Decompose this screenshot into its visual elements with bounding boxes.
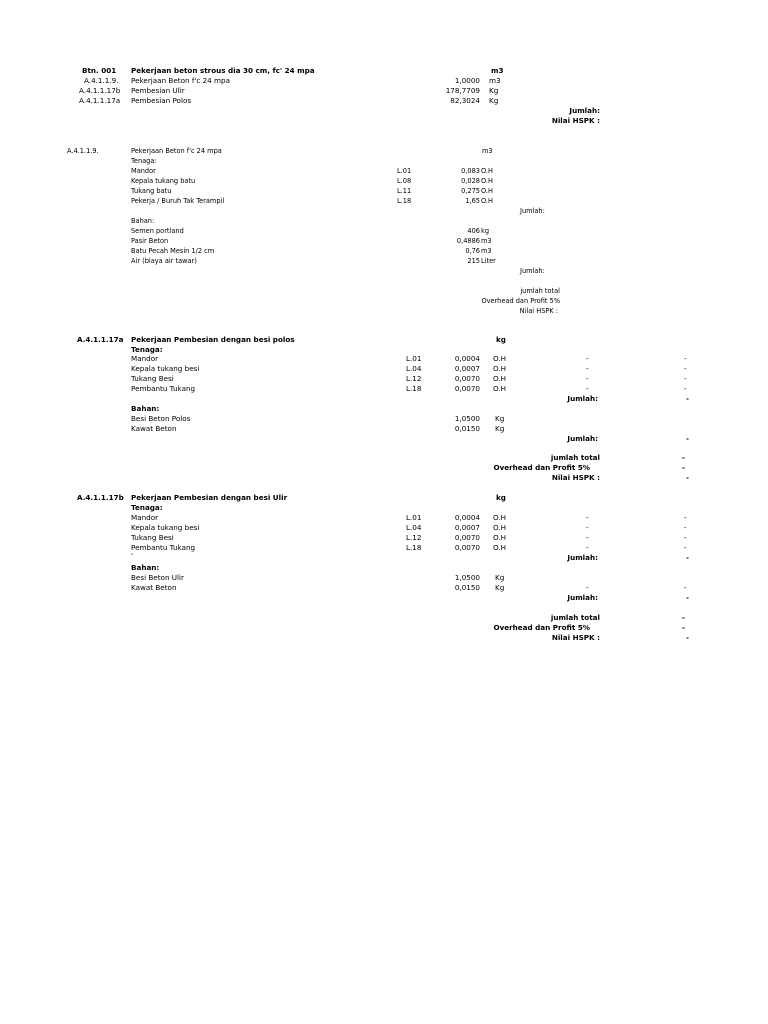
- overhead-label: Overhead dan Profit 5%: [481, 297, 560, 305]
- jumlah-value: -: [686, 593, 689, 602]
- bahan-coef: 1,0500: [454, 414, 480, 423]
- jumlah-label: Jumlah:: [567, 593, 598, 602]
- tenaga-code: L.12: [406, 533, 422, 542]
- tenaga-total: -: [684, 374, 687, 383]
- bahan-desc: Air (biaya air tawar): [131, 257, 197, 265]
- row-desc: Pembesian Ulir: [131, 86, 185, 95]
- tenaga-coef: 0,0004: [454, 513, 480, 522]
- tenaga-desc: Tukang batu: [131, 187, 172, 195]
- item-title: Pekerjaan Beton f'c 24 mpa: [131, 147, 222, 155]
- bahan-coef: 406: [467, 227, 480, 235]
- tenaga-code: L.01: [406, 354, 422, 363]
- tick-mark: ': [131, 551, 133, 560]
- item-unit: m3: [491, 66, 504, 75]
- bahan-desc: Kawat Beton: [131, 424, 177, 433]
- tenaga-price: -: [586, 523, 589, 532]
- overhead-label: Overhead dan Profit 5%: [493, 463, 590, 472]
- tenaga-price: -: [586, 374, 589, 383]
- bahan-coef: 0,4886: [456, 237, 480, 245]
- tenaga-unit: O.H: [493, 523, 507, 532]
- item-code: A.4.1.1.9.: [67, 147, 99, 155]
- jumlah-label: Jumlah:: [567, 394, 598, 403]
- tenaga-code: L.04: [406, 523, 422, 532]
- tenaga-unit: O.H: [481, 197, 493, 205]
- tenaga-total: -: [684, 523, 687, 532]
- tenaga-unit: O.H: [481, 167, 493, 175]
- row-coef: 1,0000: [454, 76, 480, 85]
- bahan-desc: Besi Beton Polos: [131, 414, 191, 423]
- tenaga-total: -: [684, 513, 687, 522]
- bahan-coef: 0,0150: [454, 424, 480, 433]
- tenaga-unit: O.H: [493, 354, 507, 363]
- tenaga-desc: Tukang Besi: [131, 374, 174, 383]
- jumlah-label: Jumlah:: [520, 207, 545, 215]
- bahan-coef: 215: [467, 257, 480, 265]
- item-code: Btn. 001: [82, 66, 117, 75]
- tenaga-coef: 0,0007: [454, 523, 480, 532]
- item-title: Pekerjaan Pembesian dengan besi Ulir: [131, 493, 288, 502]
- row-unit: m3: [489, 76, 501, 85]
- tenaga-desc: Mandor: [131, 167, 156, 175]
- row-desc: Pekerjaan Beton f'c 24 mpa: [131, 76, 230, 85]
- bahan-unit: kg: [481, 227, 490, 235]
- row-coef: 178,7709: [445, 86, 480, 95]
- tenaga-label: Tenaga:: [131, 345, 163, 354]
- tenaga-price: -: [586, 533, 589, 542]
- tenaga-price: -: [586, 543, 589, 552]
- tenaga-code: L.12: [406, 374, 422, 383]
- nilai-hspk-label: Nilai HSPK :: [551, 633, 600, 642]
- overhead-value: -: [682, 463, 685, 472]
- tenaga-total: -: [684, 543, 687, 552]
- overhead-value: -: [682, 623, 685, 632]
- bahan-unit: Kg: [495, 583, 505, 592]
- tenaga-price: -: [586, 513, 589, 522]
- tenaga-unit: O.H: [481, 177, 493, 185]
- tenaga-label: Tenaga:: [131, 157, 157, 165]
- row-desc: Pembesian Polos: [131, 96, 192, 105]
- tenaga-unit: O.H: [493, 384, 507, 393]
- tenaga-coef: 0,083: [461, 167, 480, 175]
- bahan-label: Bahan:: [131, 217, 155, 225]
- tenaga-code: L.18: [406, 384, 422, 393]
- tenaga-code: L.11: [397, 187, 412, 195]
- jumlah-total-value: -: [682, 453, 685, 462]
- tenaga-coef: 0,275: [461, 187, 480, 195]
- tenaga-coef: 0,0070: [454, 533, 480, 542]
- tenaga-desc: Pembantu Tukang: [131, 384, 196, 393]
- bahan-desc: Batu Pecah Mesin 1/2 cm: [131, 247, 215, 255]
- bahan-unit: Liter: [481, 257, 496, 265]
- tenaga-code: L.04: [406, 364, 422, 373]
- overhead-label: Overhead dan Profit 5%: [493, 623, 590, 632]
- bahan-desc: Besi Beton Ulir: [131, 573, 184, 582]
- tenaga-label: Tenaga:: [131, 503, 163, 512]
- item-unit: m3: [482, 147, 493, 155]
- item-code: A.4.1.1.17b: [77, 493, 124, 502]
- bahan-unit: Kg: [495, 424, 505, 433]
- tenaga-desc: Tukang Besi: [131, 533, 174, 542]
- jumlah-total-value: -: [682, 613, 685, 622]
- jumlah-total-label: jumlah total: [520, 287, 560, 295]
- tenaga-code: L.18: [406, 543, 422, 552]
- tenaga-unit: O.H: [493, 543, 507, 552]
- tenaga-total: -: [684, 364, 687, 373]
- bahan-unit: Kg: [495, 414, 505, 423]
- nilai-hspk-label: Nilai HSPK :: [551, 116, 600, 125]
- row-code: A.4.1.1.17a: [79, 96, 121, 105]
- row-unit: Kg: [489, 86, 499, 95]
- tenaga-code: L.08: [397, 177, 412, 185]
- tenaga-coef: 0,0070: [454, 374, 480, 383]
- jumlah-label: Jumlah:: [567, 434, 598, 443]
- bahan-label: Bahan:: [131, 563, 160, 572]
- tenaga-coef: 0,028: [461, 177, 480, 185]
- tenaga-desc: Pembantu Tukang: [131, 543, 196, 552]
- tenaga-unit: O.H: [481, 187, 493, 195]
- jumlah-label: Jumlah:: [569, 106, 600, 115]
- row-coef: 82,3024: [450, 96, 480, 105]
- tenaga-total: -: [684, 533, 687, 542]
- bahan-coef: 0,0150: [454, 583, 480, 592]
- tenaga-desc: Kepala tukang besi: [131, 364, 200, 373]
- jumlah-total-label: jumlah total: [550, 453, 600, 462]
- tenaga-coef: 0,0070: [454, 384, 480, 393]
- row-code: A.4.1.1.17b: [79, 86, 121, 95]
- tenaga-desc: Kepala tukang besi: [131, 523, 200, 532]
- item-code: A.4.1.1.17a: [77, 335, 124, 344]
- bahan-coef: 1,0500: [454, 573, 480, 582]
- jumlah-label: Jumlah:: [520, 267, 545, 275]
- nilai-hspk-value: -: [686, 473, 689, 482]
- tenaga-desc: Mandor: [131, 513, 159, 522]
- bahan-unit: m3: [481, 247, 492, 255]
- jumlah-value: -: [686, 394, 689, 403]
- row-unit: Kg: [489, 96, 499, 105]
- jumlah-value: -: [686, 553, 689, 562]
- bahan-desc: Kawat Beton: [131, 583, 177, 592]
- tenaga-code: L.18: [397, 197, 412, 205]
- nilai-hspk-value: -: [686, 633, 689, 642]
- tenaga-unit: O.H: [493, 374, 507, 383]
- tenaga-coef: 0,0070: [454, 543, 480, 552]
- tenaga-total: -: [684, 384, 687, 393]
- tenaga-code: L.01: [406, 513, 422, 522]
- tenaga-coef: 0,0004: [454, 354, 480, 363]
- row-code: A.4.1.1.9.: [84, 76, 119, 85]
- tenaga-price: -: [586, 384, 589, 393]
- tenaga-code: L.01: [397, 167, 412, 175]
- bahan-coef: 0,76: [465, 247, 480, 255]
- bahan-desc: Pasir Beton: [131, 237, 169, 245]
- item-unit: kg: [496, 493, 506, 502]
- jumlah-total-label: jumlah total: [550, 613, 600, 622]
- bahan-unit: Kg: [495, 573, 505, 582]
- tenaga-desc: Pekerja / Buruh Tak Terampil: [131, 197, 225, 205]
- nilai-hspk-label: Nilai HSPK :: [519, 307, 558, 315]
- tenaga-price: -: [586, 354, 589, 363]
- tenaga-coef: 0,0007: [454, 364, 480, 373]
- item-unit: kg: [496, 335, 506, 344]
- jumlah-label: Jumlah:: [567, 553, 598, 562]
- tenaga-unit: O.H: [493, 513, 507, 522]
- bahan-label: Bahan:: [131, 404, 160, 413]
- tenaga-desc: Kepala tukang batu: [131, 177, 196, 185]
- item-title: Pekerjaan Pembesian dengan besi polos: [131, 335, 295, 344]
- tenaga-unit: O.H: [493, 533, 507, 542]
- bahan-unit: m3: [481, 237, 492, 245]
- tenaga-total: -: [684, 354, 687, 363]
- tenaga-price: -: [586, 364, 589, 373]
- item-title: Pekerjaan beton strous dia 30 cm, fc' 24 mpa: [131, 66, 315, 75]
- bahan-price: -: [586, 583, 589, 592]
- tenaga-unit: O.H: [493, 364, 507, 373]
- jumlah-value: -: [686, 434, 689, 443]
- tenaga-desc: Mandor: [131, 354, 159, 363]
- nilai-hspk-label: Nilai HSPK :: [551, 473, 600, 482]
- tenaga-coef: 1,65: [465, 197, 480, 205]
- bahan-total: -: [684, 583, 687, 592]
- bahan-desc: Semen portland: [131, 227, 184, 235]
